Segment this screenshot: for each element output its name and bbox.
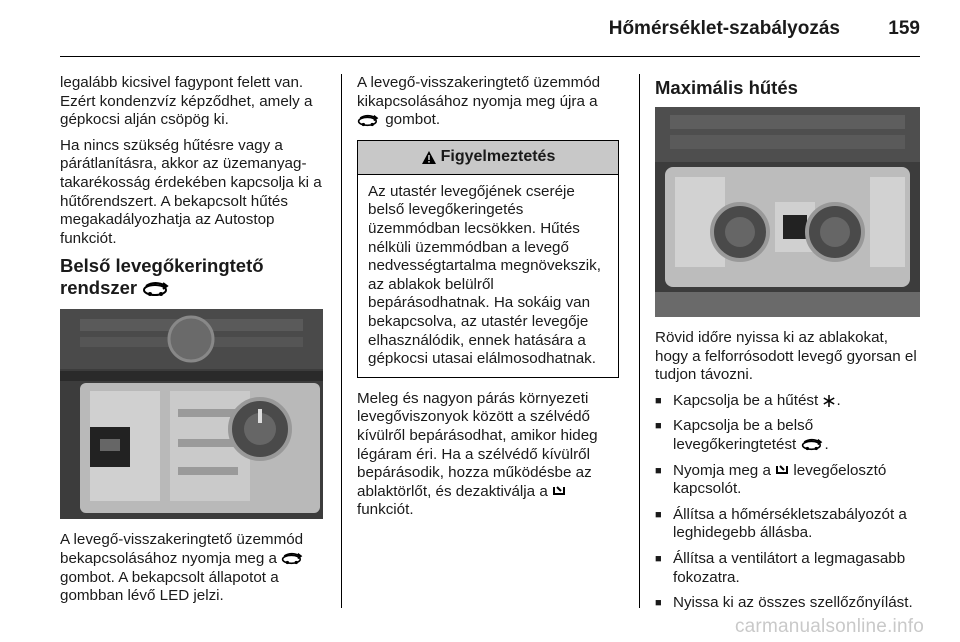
watermark: carmanualsonline.info (734, 616, 924, 637)
paragraph-text: gombot. A bekapcsolt állapotot a gombban lévő LED jelzi. (60, 568, 279, 605)
air-distribution-icon (552, 485, 566, 498)
list-item (655, 392, 923, 411)
instruction-list (655, 392, 923, 613)
warning-text: Az utastér levegőjének cseréje belső levegőkeringetés üzemmódban lecsökken. Hűtés nélküli üzemmódban a levegő nedvességtartalma megnövekszik, az ablakok belülről bepárásodhatnak. Ha sokáig van bekapcsolva, az utastér levegője elhasználódik, ennek hatására a gépkocsi utasai elálmosodhatnak. (368, 182, 601, 368)
paragraph: Ha nincs szükség hűtésre vagy a párátlanításra, akkor az üzemanyag-takarékosság érdekében kapcsolja ki a hűtőrendszert. A bekapcsolt hűtés megakadályozhatja az Autostop funkciót. (60, 136, 322, 247)
column-3 (655, 74, 923, 620)
list-item-text: . (836, 391, 841, 409)
list-item (655, 417, 923, 454)
paragraph (60, 531, 324, 605)
air-distribution-icon (775, 464, 789, 477)
paragraph: legalább kicsivel fagypont felett van. Ezért kondenzvíz képződhet, amely a gépkocsi alján csöpög ki. (60, 74, 313, 129)
recirculation-icon (281, 552, 305, 565)
warning-title: Figyelmeztetés (440, 147, 556, 165)
climate-panel-photo (60, 309, 323, 519)
column-1 (60, 74, 324, 613)
list-item-text: levegőelosztó kapcsolót. (673, 461, 887, 498)
climate-panel-photo (655, 107, 920, 317)
list-item-text: Nyomja meg a (673, 461, 771, 479)
list-item-text: Kapcsolja be a belső levegőkeringtetést (673, 417, 814, 453)
page-title: Hőmérséklet-szabályozás (608, 18, 840, 39)
recirculation-icon (357, 114, 381, 127)
snowflake-icon (822, 394, 836, 408)
list-item-text: Állítsa a ventilátort a legmagasabb fokozatra. (673, 549, 906, 586)
list-item (655, 462, 923, 499)
warning-header (358, 141, 618, 175)
list-item-text: . (824, 435, 829, 453)
paragraph: Rövid időre nyissa ki az ablakokat, hogy a felforrósodott levegő gyorsan el tudjon távozni. (655, 329, 917, 384)
section-heading-text: Belső levegőkeringtető rendszer (60, 255, 264, 299)
section-heading: Maximális hűtés (655, 77, 798, 98)
section-heading (60, 255, 324, 299)
page-header (0, 0, 960, 60)
paragraph-text: Meleg és nagyon párás környezeti levegőviszonyok között a szélvédő kívülről bepárásodhat, amikor hideg légáram éri. Ha a szélvédő kívülről bepárásodik, hozza működésbe az ablaktörlőt, és dezaktiválja a (357, 389, 598, 500)
list-item (655, 506, 923, 543)
recirculation-icon (801, 438, 825, 451)
list-item-text: Állítsa a hőmérsékletszabályozót a leghidegebb állásba. (673, 505, 907, 542)
list-item (655, 594, 923, 613)
paragraph-text: funkciót. (357, 501, 414, 519)
list-item-text: Kapcsolja be a hűtést (673, 391, 819, 409)
paragraph (357, 74, 619, 130)
warning-box (357, 140, 619, 378)
paragraph-text: A levegő-visszakeringtető üzemmód bekapcsolásához nyomja meg a (60, 531, 304, 567)
header-rule (60, 56, 920, 57)
warning-triangle-icon (421, 150, 437, 165)
column-divider (639, 74, 640, 608)
column-2 (357, 74, 619, 527)
paragraph-text: gombot. (385, 111, 441, 129)
recirculation-icon (142, 281, 172, 297)
list-item-text: Nyissa ki az összes szellőzőnyílást. (673, 594, 913, 612)
paragraph (357, 390, 619, 520)
page-number: 159 (888, 18, 920, 39)
column-divider (341, 74, 342, 608)
list-item (655, 550, 923, 587)
paragraph-text: A levegő-visszakeringtető üzemmód kikapcsolásához nyomja meg újra a (357, 74, 601, 110)
